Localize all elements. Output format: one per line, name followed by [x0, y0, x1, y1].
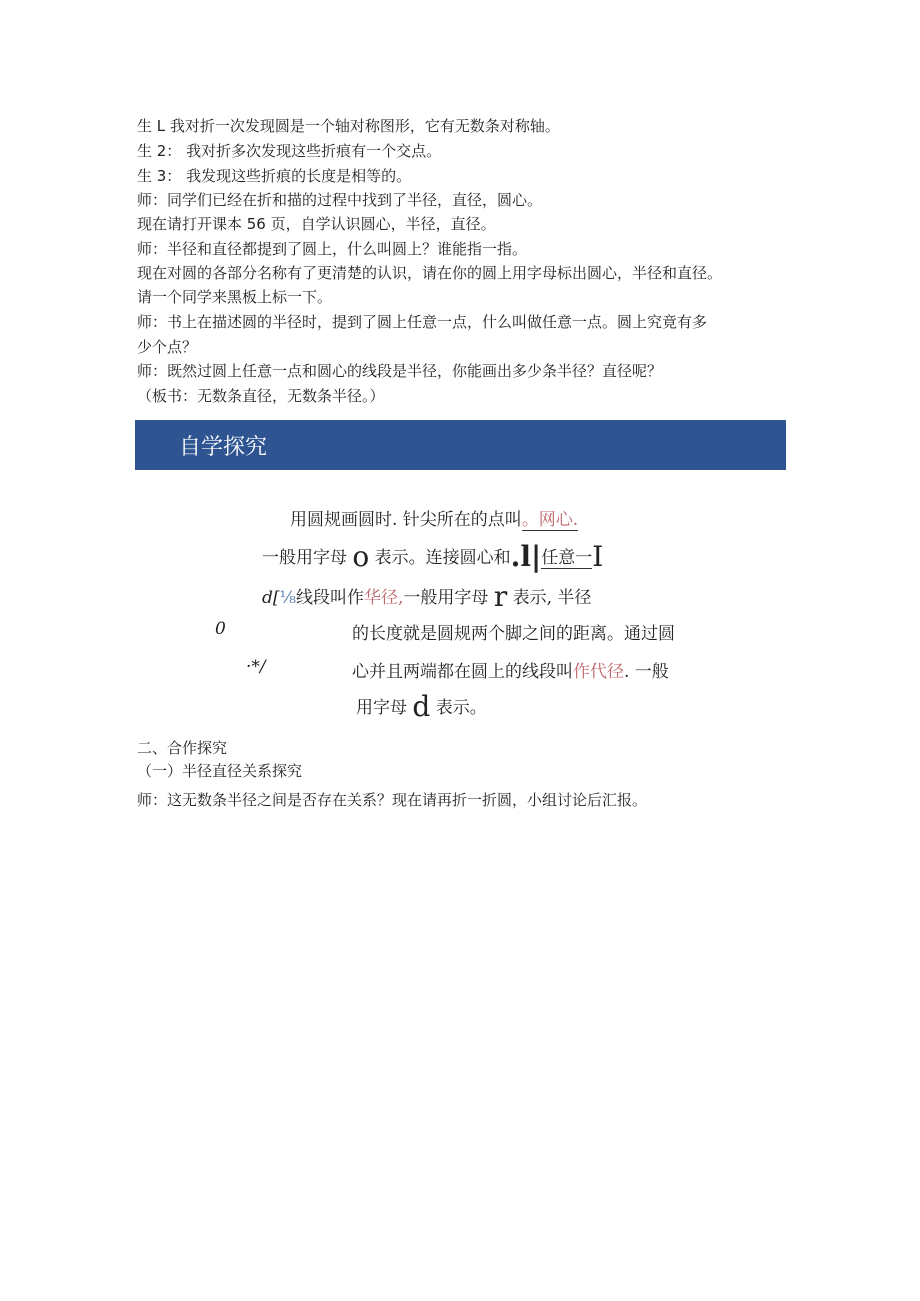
answer-diameter: 作代径 [573, 662, 624, 682]
section-heading: 二、合作探究 [137, 739, 228, 757]
letter-o: o [352, 540, 370, 573]
text-line: 生 3： 我发现这些折痕的长度是相等的。 [137, 167, 412, 185]
text-line: （板书：无数条直径，无数条半径。） [137, 387, 385, 405]
subsection-heading: （一）半径直径关系探究 [137, 762, 303, 780]
answer-center: 。网心. [521, 510, 579, 530]
text-line: 师：书上在描述圆的半径时，提到了圆上任意一点，什么叫做任意一点。圆上究竟有多 [137, 313, 708, 331]
text-line: 师：这无数条半径之间是否存在关系？现在请再折一折圆，小组讨论后汇报。 [137, 791, 648, 809]
figure-line-5: 心并且两端都在圆上的线段叫作代径. 一般 [352, 662, 669, 682]
text-line: 少个点？ [137, 338, 198, 356]
figure-line-4: 的长度就是圆规两个脚之间的距离。通过圆 [352, 624, 675, 644]
letter-d: d [412, 690, 431, 723]
figure-line-6: 用字母 d 表示。 [356, 690, 487, 723]
text-line: 师：同学们已经在折和描的过程中找到了半径，直径，圆心。 [137, 191, 543, 209]
text-line: 师：半径和直径都提到了圆上，什么叫圆上？谁能指一指。 [137, 240, 528, 258]
figure-line-3: d[⅛线段叫作华径,一般用字母 r 表示, 半径 [262, 580, 592, 613]
answer-radius: 华径, [364, 588, 404, 608]
text-line: 生 L 我对折一次发现圆是一个轴对称图形，它有无数条对称轴。 [137, 117, 560, 135]
figure-line-2: 一般用字母 o 表示。连接圆心和.l|任意一I [262, 540, 604, 573]
text-line: 师：既然过圆上任意一点和圆心的线段是半径，你能画出多少条半径？直径呢？ [137, 362, 663, 380]
text-line: 请一个同学来黑板上标一下。 [137, 288, 333, 306]
banner-title: 自学探究 [179, 435, 268, 460]
text-line: 生 2： 我对折多次发现这些折痕有一个交点。 [137, 142, 442, 160]
letter-r: r [493, 580, 508, 613]
figure-stray-mark: ·*/ [246, 657, 266, 677]
section-banner [135, 420, 786, 470]
figure-stray-mark: 0 [215, 619, 226, 639]
text-line: 现在对圆的各部分名称有了更清楚的认识，请在你的圆上用字母标出圆心，半径和直径。 [137, 264, 723, 282]
text-line: 现在请打开课本 56 页，自学认识圆心，半径，直径。 [137, 215, 496, 233]
figure-line-1: 用圆规画圆时. 针尖所在的点叫。网心. [290, 510, 579, 530]
